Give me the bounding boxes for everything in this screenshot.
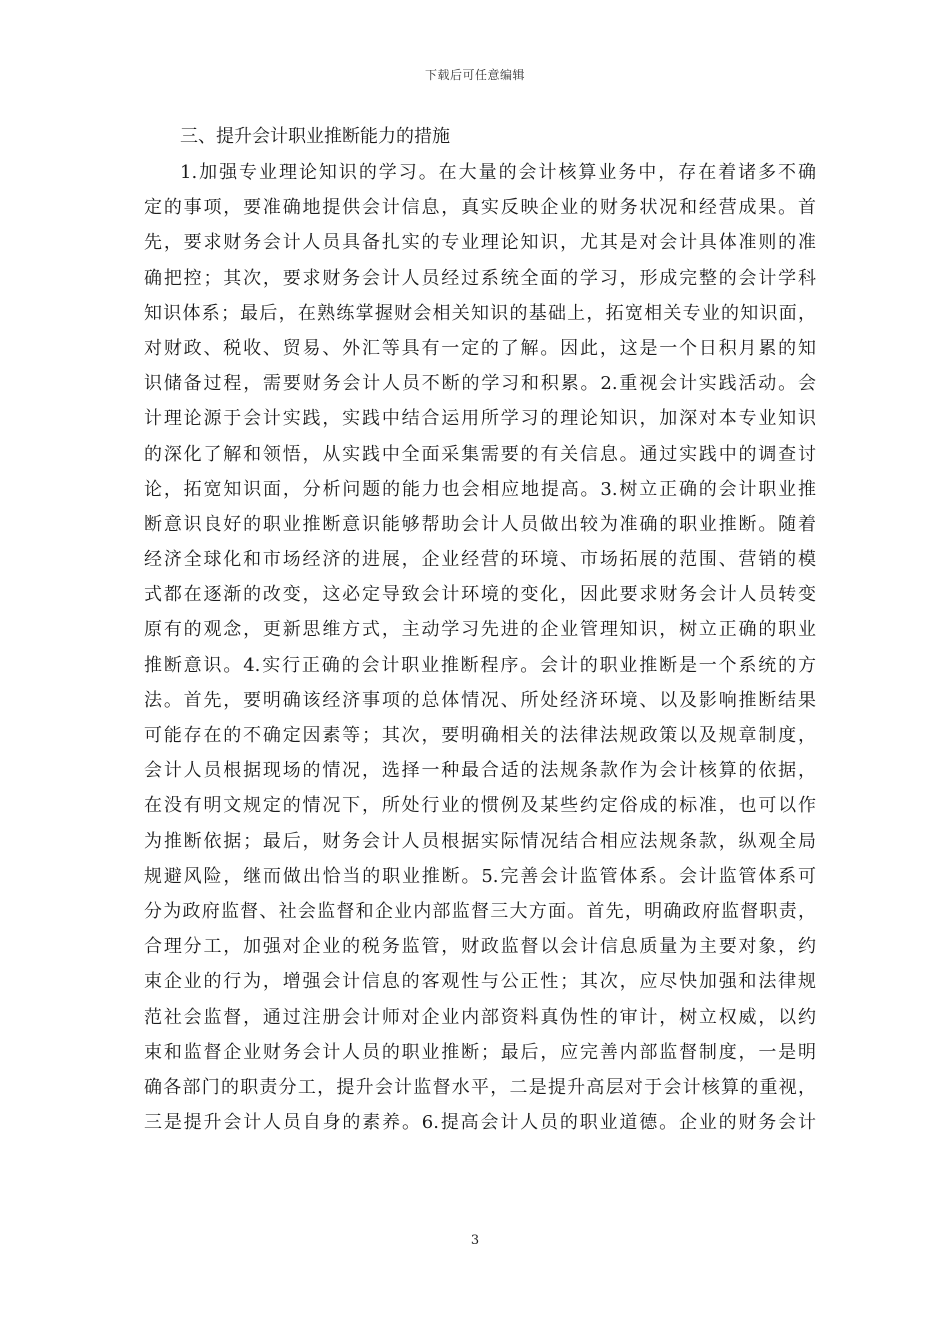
- paragraph-line: 断意识良好的职业推断意识能够帮助会计人员做出较为准确的职业推断。随着: [144, 513, 816, 535]
- paragraph-line: 推断意识。4.实行正确的会计职业推断程序。会计的职业推断是一个系统的方: [144, 654, 816, 676]
- paragraph-line: 识储备过程，需要财务会计人员不断的学习和积累。2.重视会计实践活动。会: [144, 373, 816, 395]
- paragraph-line: 的深化了解和领悟，从实践中全面采集需要的有关信息。通过实践中的调查讨: [144, 443, 816, 465]
- paragraph-line: 分为政府监督、社会监督和企业内部监督三大方面。首先，明确政府监督职责，: [144, 900, 816, 922]
- paragraph-line: 束企业的行为，增强会计信息的客观性与公正性；其次，应尽快加强和法律规: [144, 971, 816, 993]
- paragraph-line: 确把控；其次，要求财务会计人员经过系统全面的学习，形成完整的会计学科: [144, 267, 816, 289]
- paragraph-line: 确各部门的职责分工，提升会计监督水平，二是提升高层对于会计核算的重视，: [144, 1076, 816, 1098]
- document-body: [144, 123, 816, 1140]
- page-number: 3: [470, 1233, 480, 1248]
- paragraph-line: 束和监督企业财务会计人员的职业推断；最后，应完善内部监督制度，一是明: [144, 1041, 816, 1063]
- page-header-note: 下载后可任意编辑: [424, 68, 525, 82]
- paragraph-line: 论，拓宽知识面，分析问题的能力也会相应地提高。3.树立正确的会计职业推: [144, 478, 816, 500]
- paragraph-line: 式都在逐渐的改变，这必定导致会计环境的变化，因此要求财务会计人员转变: [144, 584, 816, 606]
- paragraph-line: 在没有明文规定的情况下，所处行业的惯例及某些约定俗成的标准，也可以作: [144, 795, 816, 817]
- paragraph-line: 知识体系；最后，在熟练掌握财会相关知识的基础上，拓宽相关专业的知识面，: [144, 302, 816, 324]
- paragraph-line: 可能存在的不确定因素等；其次，要明确相关的法律法规政策以及规章制度，: [144, 725, 816, 746]
- paragraph-line: 规避风险，继而做出恰当的职业推断。5.完善会计监管体系。会计监管体系可: [144, 865, 816, 887]
- paragraph-line: 定的事项，要准确地提供会计信息，真实反映企业的财务状况和经营成果。首: [144, 197, 816, 219]
- paragraph-line: 先，要求财务会计人员具备扎实的专业理论知识，尤其是对会计具体准则的准: [144, 232, 816, 254]
- paragraph-line: 为推断依据；最后，财务会计人员根据实际情况结合相应法规条款，纵观全局: [144, 830, 816, 852]
- paragraph-line: 范社会监督，通过注册会计师对企业内部资料真伪性的审计，树立权威，以约: [144, 1006, 816, 1028]
- paragraph-line: 原有的观念，更新思维方式，主动学习先进的企业管理知识，树立正确的职业: [144, 619, 816, 641]
- paragraph-line: 会计人员根据现场的情况，选择一种最合适的法规条款作为会计核算的依据，: [144, 760, 816, 782]
- paragraph-line: 对财政、税收、贸易、外汇等具有一定的了解。因此，这是一个日积月累的知: [144, 337, 816, 359]
- paragraph-line: 1.加强专业理论知识的学习。在大量的会计核算业务中，存在着诸多不确: [180, 162, 816, 183]
- paragraph-line: 法。首先，要明确该经济事项的总体情况、所处经济环境、以及影响推断结果: [144, 689, 816, 711]
- paragraph-line: 合理分工，加强对企业的税务监管，财政监督以会计信息质量为主要对象，约: [144, 936, 816, 958]
- paragraph-line: 经济全球化和市场经济的进展，企业经营的环境、市场拓展的范围、营销的模: [144, 549, 816, 571]
- section-heading: 三、提升会计职业推断能力的措施: [180, 126, 450, 147]
- paragraph-line: 计理论源于会计实践，实践中结合运用所学习的理论知识，加深对本专业知识: [144, 408, 816, 430]
- paragraph-line: 三是提升会计人员自身的素养。6.提高会计人员的职业道德。企业的财务会计: [144, 1112, 816, 1134]
